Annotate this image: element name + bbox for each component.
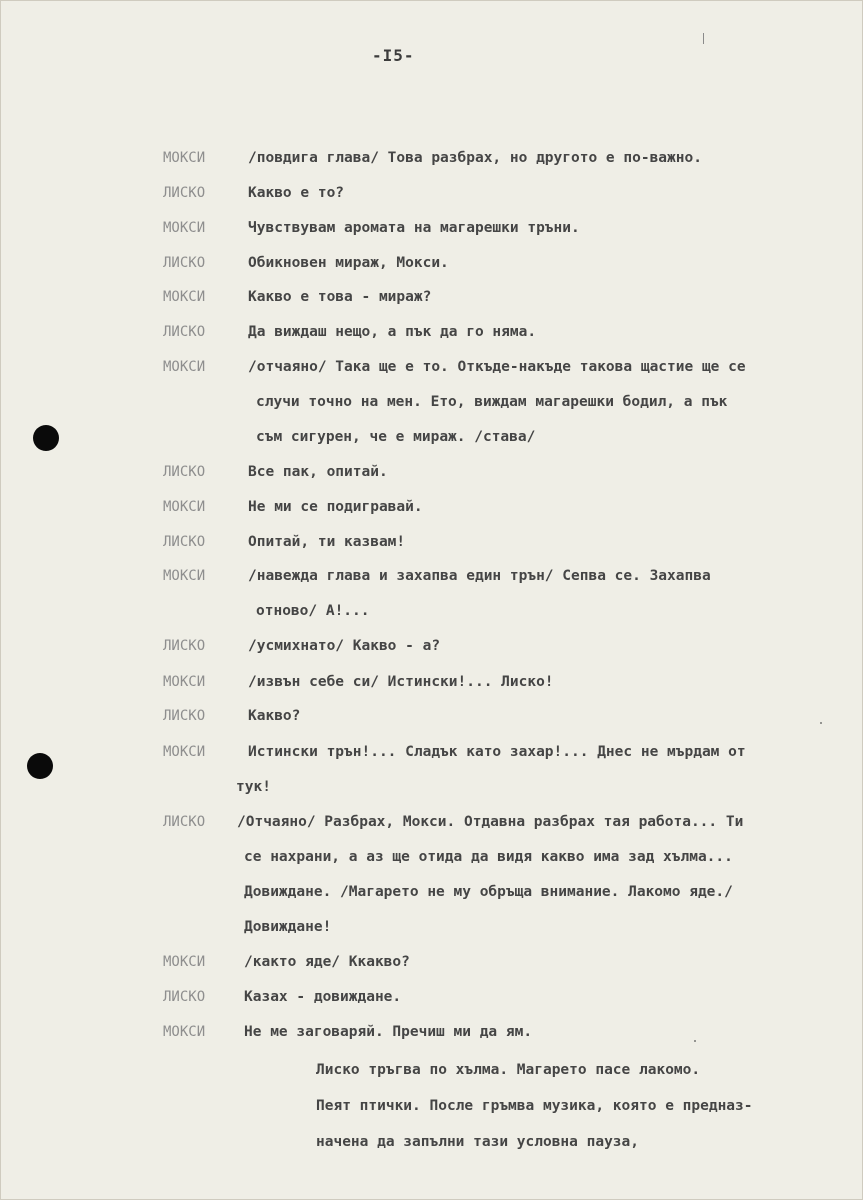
line-text: Довиждане! [244,919,332,935]
line-text: /навежда глава и захапва един трън/ Сепва се. Захапва [248,568,711,584]
dialogue-continuation [0,599,863,623]
speaker-name: ЛИСКО [163,255,206,271]
line-text: отново/ А!... [256,603,370,619]
speaker-name: МОКСИ [163,220,206,236]
line-text: Пеят птички. После гръмва музика, която е предназ- [316,1098,753,1114]
dialogue-line [0,285,863,309]
dialogue-continuation [0,880,863,904]
speaker-name: ЛИСКО [163,814,206,830]
line-text: /усмихнато/ Какво - а? [248,638,441,654]
line-text: съм сигурен, че е мираж. /става/ [256,429,536,445]
dialogue-continuation [0,425,863,449]
line-text: Истински трън!... Сладък като захар!... Днес не мърдам от [248,744,746,760]
dialogue-line [0,216,863,240]
line-text: се нахрани, а аз ще отида да видя какво има зад хълма... [244,849,733,865]
dialogue-line [0,530,863,554]
dialogue-line [0,460,863,484]
line-text: /Отчаяно/ Разбрах, Мокси. Отдавна разбрах тая работа... Ти [237,814,744,830]
page-number: -I5- [372,46,415,65]
dialogue-line [0,670,863,694]
line-text: Опитай, ти казвам! [248,534,406,550]
line-text: /отчаяно/ Така ще е то. Откъде-накъде такова щастие ще се [248,359,746,375]
line-text: Какво? [248,708,301,724]
stage-direction [0,1130,863,1154]
dialogue-line [0,181,863,205]
speaker-name: ЛИСКО [163,185,206,201]
dialogue-continuation [0,845,863,869]
line-text: /както яде/ Ккакво? [244,954,410,970]
line-text: /извън себе си/ Истински!... Лиско! [248,674,554,690]
line-text: Да виждаш нещо, а пък да го няма. [248,324,537,340]
line-text: Обикновен мираж, Мокси. [248,255,449,271]
speaker-name: МОКСИ [163,744,206,760]
margin-tick-mark [703,33,704,44]
dialogue-line [0,810,863,834]
line-text: Не ме заговаряй. Пречиш ми да ям. [244,1024,533,1040]
speaker-name: ЛИСКО [163,464,206,480]
speaker-name: МОКСИ [163,289,206,305]
speaker-name: МОКСИ [163,150,206,166]
dialogue-line [0,251,863,275]
dialogue-continuation [0,390,863,414]
line-text: начена да запълни тази условна пауза, [316,1134,640,1150]
speaker-name: МОКСИ [163,954,206,970]
line-text: Чувствувам аромата на магарешки тръни. [248,220,580,236]
line-text: Все пак, опитай. [248,464,388,480]
line-text: /повдига глава/ Това разбрах, но другото е по-важно. [248,150,702,166]
stage-direction [0,1058,863,1082]
speaker-name: ЛИСКО [163,534,206,550]
speaker-name: ЛИСКО [163,989,206,1005]
line-text: тук! [236,779,271,795]
dialogue-line [0,564,863,588]
dialogue-line [0,146,863,170]
dialogue-continuation [0,915,863,939]
dialogue-line [0,1020,863,1044]
speaker-name: МОКСИ [163,674,206,690]
dialogue-line [0,320,863,344]
dialogue-line [0,985,863,1009]
dialogue-line [0,634,863,658]
speaker-name: ЛИСКО [163,708,206,724]
stage-direction [0,1094,863,1118]
dialogue-continuation [0,775,863,799]
line-text: Не ми се подигравай. [248,499,423,515]
dialogue-line [0,495,863,519]
speaker-name: МОКСИ [163,1024,206,1040]
speaker-name: ЛИСКО [163,324,206,340]
line-text: Довиждане. /Магарето не му обръща внимание. Лакомо яде./ [244,884,733,900]
line-text: Казах - довиждане. [244,989,402,1005]
dialogue-line [0,704,863,728]
line-text: случи точно на мен. Ето, виждам магарешки бодил, а пък [256,394,728,410]
dialogue-line [0,740,863,764]
line-text: Какво е то? [248,185,345,201]
speaker-name: МОКСИ [163,568,206,584]
dialogue-line [0,355,863,379]
speaker-name: МОКСИ [163,499,206,515]
line-text: Лиско тръгва по хълма. Магарето пасе лакомо. [316,1062,701,1078]
speaker-name: МОКСИ [163,359,206,375]
speaker-name: ЛИСКО [163,638,206,654]
line-text: Какво е това - мираж? [248,289,432,305]
dialogue-line [0,950,863,974]
